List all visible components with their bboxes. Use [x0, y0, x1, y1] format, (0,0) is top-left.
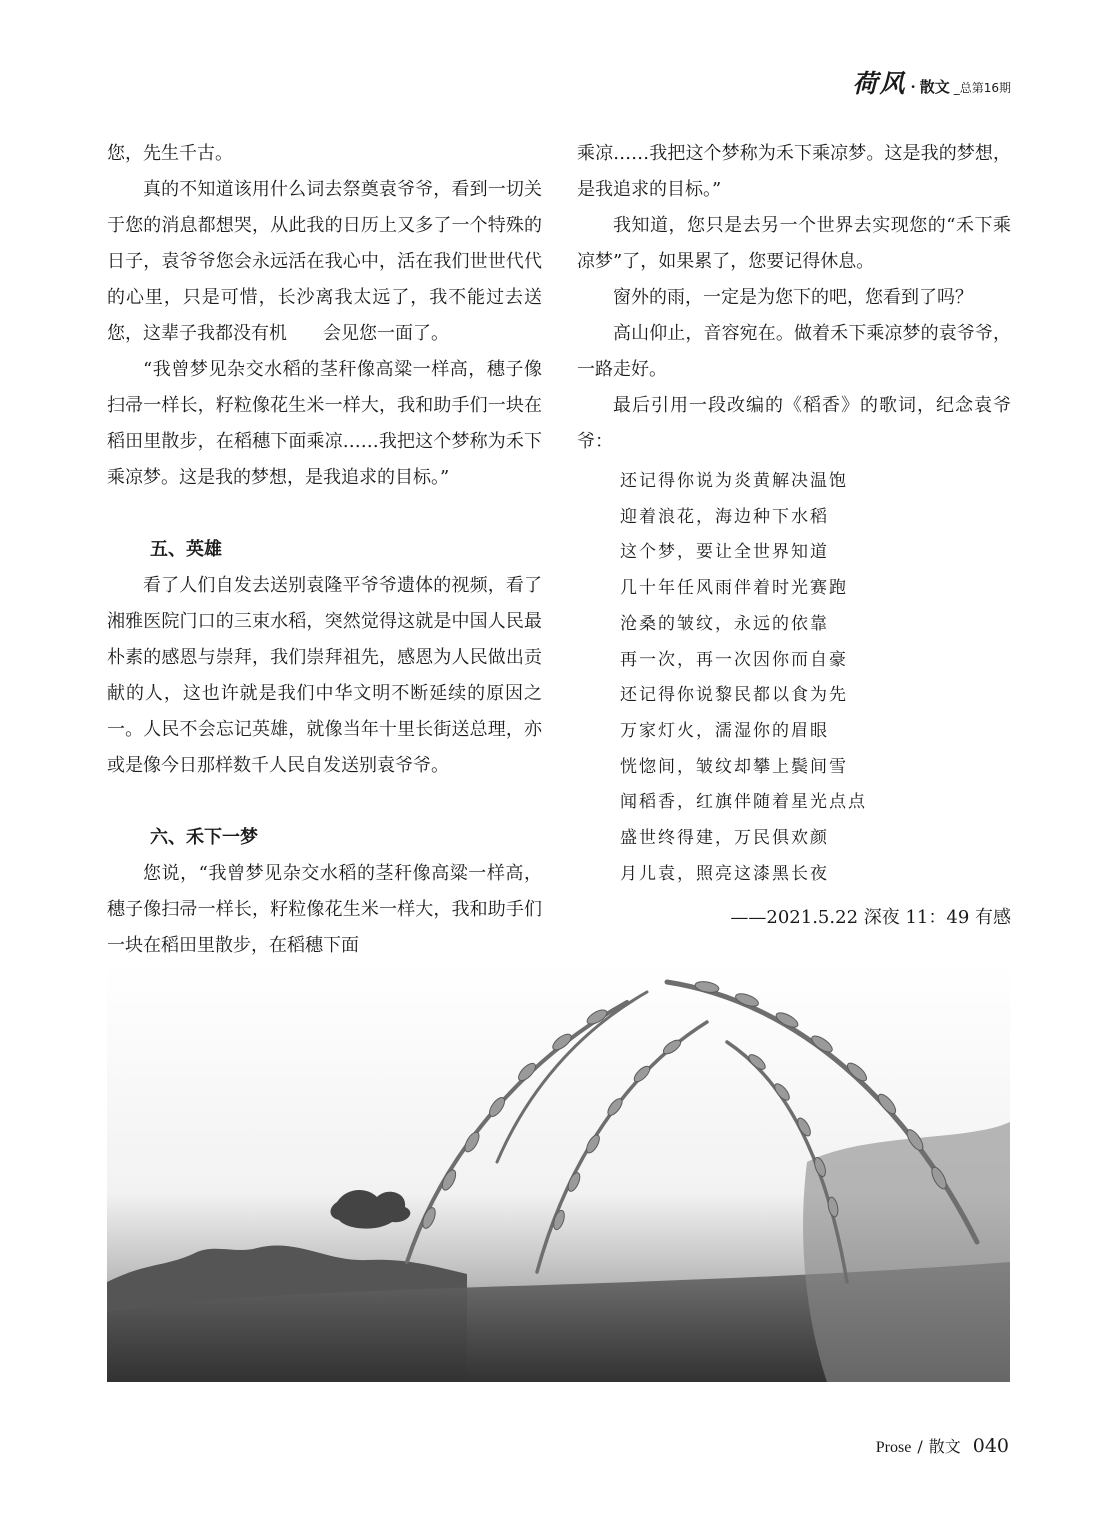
paragraph: 您说，“我曾梦见杂交水稻的茎秆像高粱一样高，穗子像扫帚一样长，籽粒像花生米一样大，我和助手们一块在稻田里散步，在稻穗下面 — [107, 863, 542, 956]
lyric-line: 几十年任风雨伴着时光赛跑 — [620, 578, 848, 599]
lyric-line: 还记得你说为炎黄解决温饱 — [620, 471, 848, 491]
lyric-line: 月儿袁，照亮这漆黑长夜 — [620, 863, 829, 884]
lyric-line: 还记得你说黎民都以食为先 — [620, 685, 848, 706]
footer-section-cn: 散文 — [928, 1437, 961, 1456]
left-column — [107, 136, 542, 964]
lyric-line: 沧桑的皱纹，永远的依靠 — [620, 613, 829, 634]
paragraph: 高山仰止，音容宛在。做着禾下乘凉梦的袁爷爷，一路走好。 — [577, 323, 1011, 380]
footer-slash: / — [917, 1437, 923, 1456]
lyric-line: 万家灯火，濡湿你的眉眼 — [620, 720, 829, 741]
footer-section-en: Prose — [875, 1439, 912, 1456]
lyric-line: 恍惚间，皱纹却攀上鬓间雪 — [620, 756, 848, 777]
page-footer — [876, 1434, 1009, 1457]
paragraph: 真的不知道该用什么词去祭奠袁爷爷，看到一切关于您的消息都想哭，从此我的日历上又多了一个特殊的日子，袁爷爷您会永远活在我心中，活在我们世世代代的心里，只是可惜，长沙离我太远了，我不能过去送您，这辈子我都没有机 会见您一面了。 — [107, 179, 542, 344]
lyrics-block — [620, 464, 1011, 892]
magazine-logo: 荷风 — [852, 69, 907, 98]
signature-date: ——2021.5.22 深夜 11：49 有感 — [730, 907, 1011, 929]
section-name: 散文 — [919, 78, 950, 96]
paragraph: 您，先生千古。 — [107, 143, 233, 164]
lyric-line: 这个梦，要让全世界知道 — [620, 542, 829, 563]
lyric-line: 盛世终得建，万民俱欢颜 — [620, 828, 829, 849]
paragraph: 窗外的雨，一定是为您下的吧，您看到了吗？ — [613, 287, 973, 308]
lyric-line: 再一次，再一次因你而自豪 — [620, 649, 848, 670]
section-heading-hero: 五、英雄 — [150, 539, 222, 560]
paragraph: 看了人们自发去送别袁隆平爷爷遗体的视频，看了湘雅医院门口的三束水稻，突然觉得这就是中国人民最朴素的感恩与崇拜，我们崇拜祖先，感恩为人民做出贡献的人，这也许就是我们中华文明不断延续的原因之一。人民不会忘记英雄，就像当年十里长街送总理，亦或是像今日那样数千人民自发送别袁爷爷。 — [107, 575, 542, 776]
paragraph: 我知道，您只是去另一个世界去实现您的“禾下乘凉梦”了，如果累了，您要记得休息。 — [577, 215, 1011, 272]
section-heading-dream: 六、禾下一梦 — [150, 827, 258, 848]
page-number: 040 — [972, 1435, 1009, 1457]
header-dot: · — [910, 78, 916, 96]
lyric-line: 迎着浪花，海边种下水稻 — [620, 506, 829, 527]
rice-ear-photo — [107, 962, 1010, 1382]
lyric-line: 闻稻香，红旗伴随着星光点点 — [620, 792, 867, 813]
paragraph: 最后引用一段改编的《稻香》的歌词，纪念袁爷爷： — [577, 395, 1011, 452]
issue-number: _总第16期 — [953, 81, 1011, 95]
paragraph: 乘凉……我把这个梦称为禾下乘凉梦。这是我的梦想，是我追求的目标。” — [577, 143, 1011, 200]
page-header — [852, 64, 1011, 100]
quote-paragraph: “我曾梦见杂交水稻的茎秆像高粱一样高，穗子像扫帚一样长，籽粒像花生米一样大，我和助手们一块在稻田里散步，在稻穗下面乘凉……我把这个梦称为禾下乘凉梦。这是我的梦想，是我追求的目标。” — [107, 359, 542, 488]
right-column — [577, 136, 1011, 936]
